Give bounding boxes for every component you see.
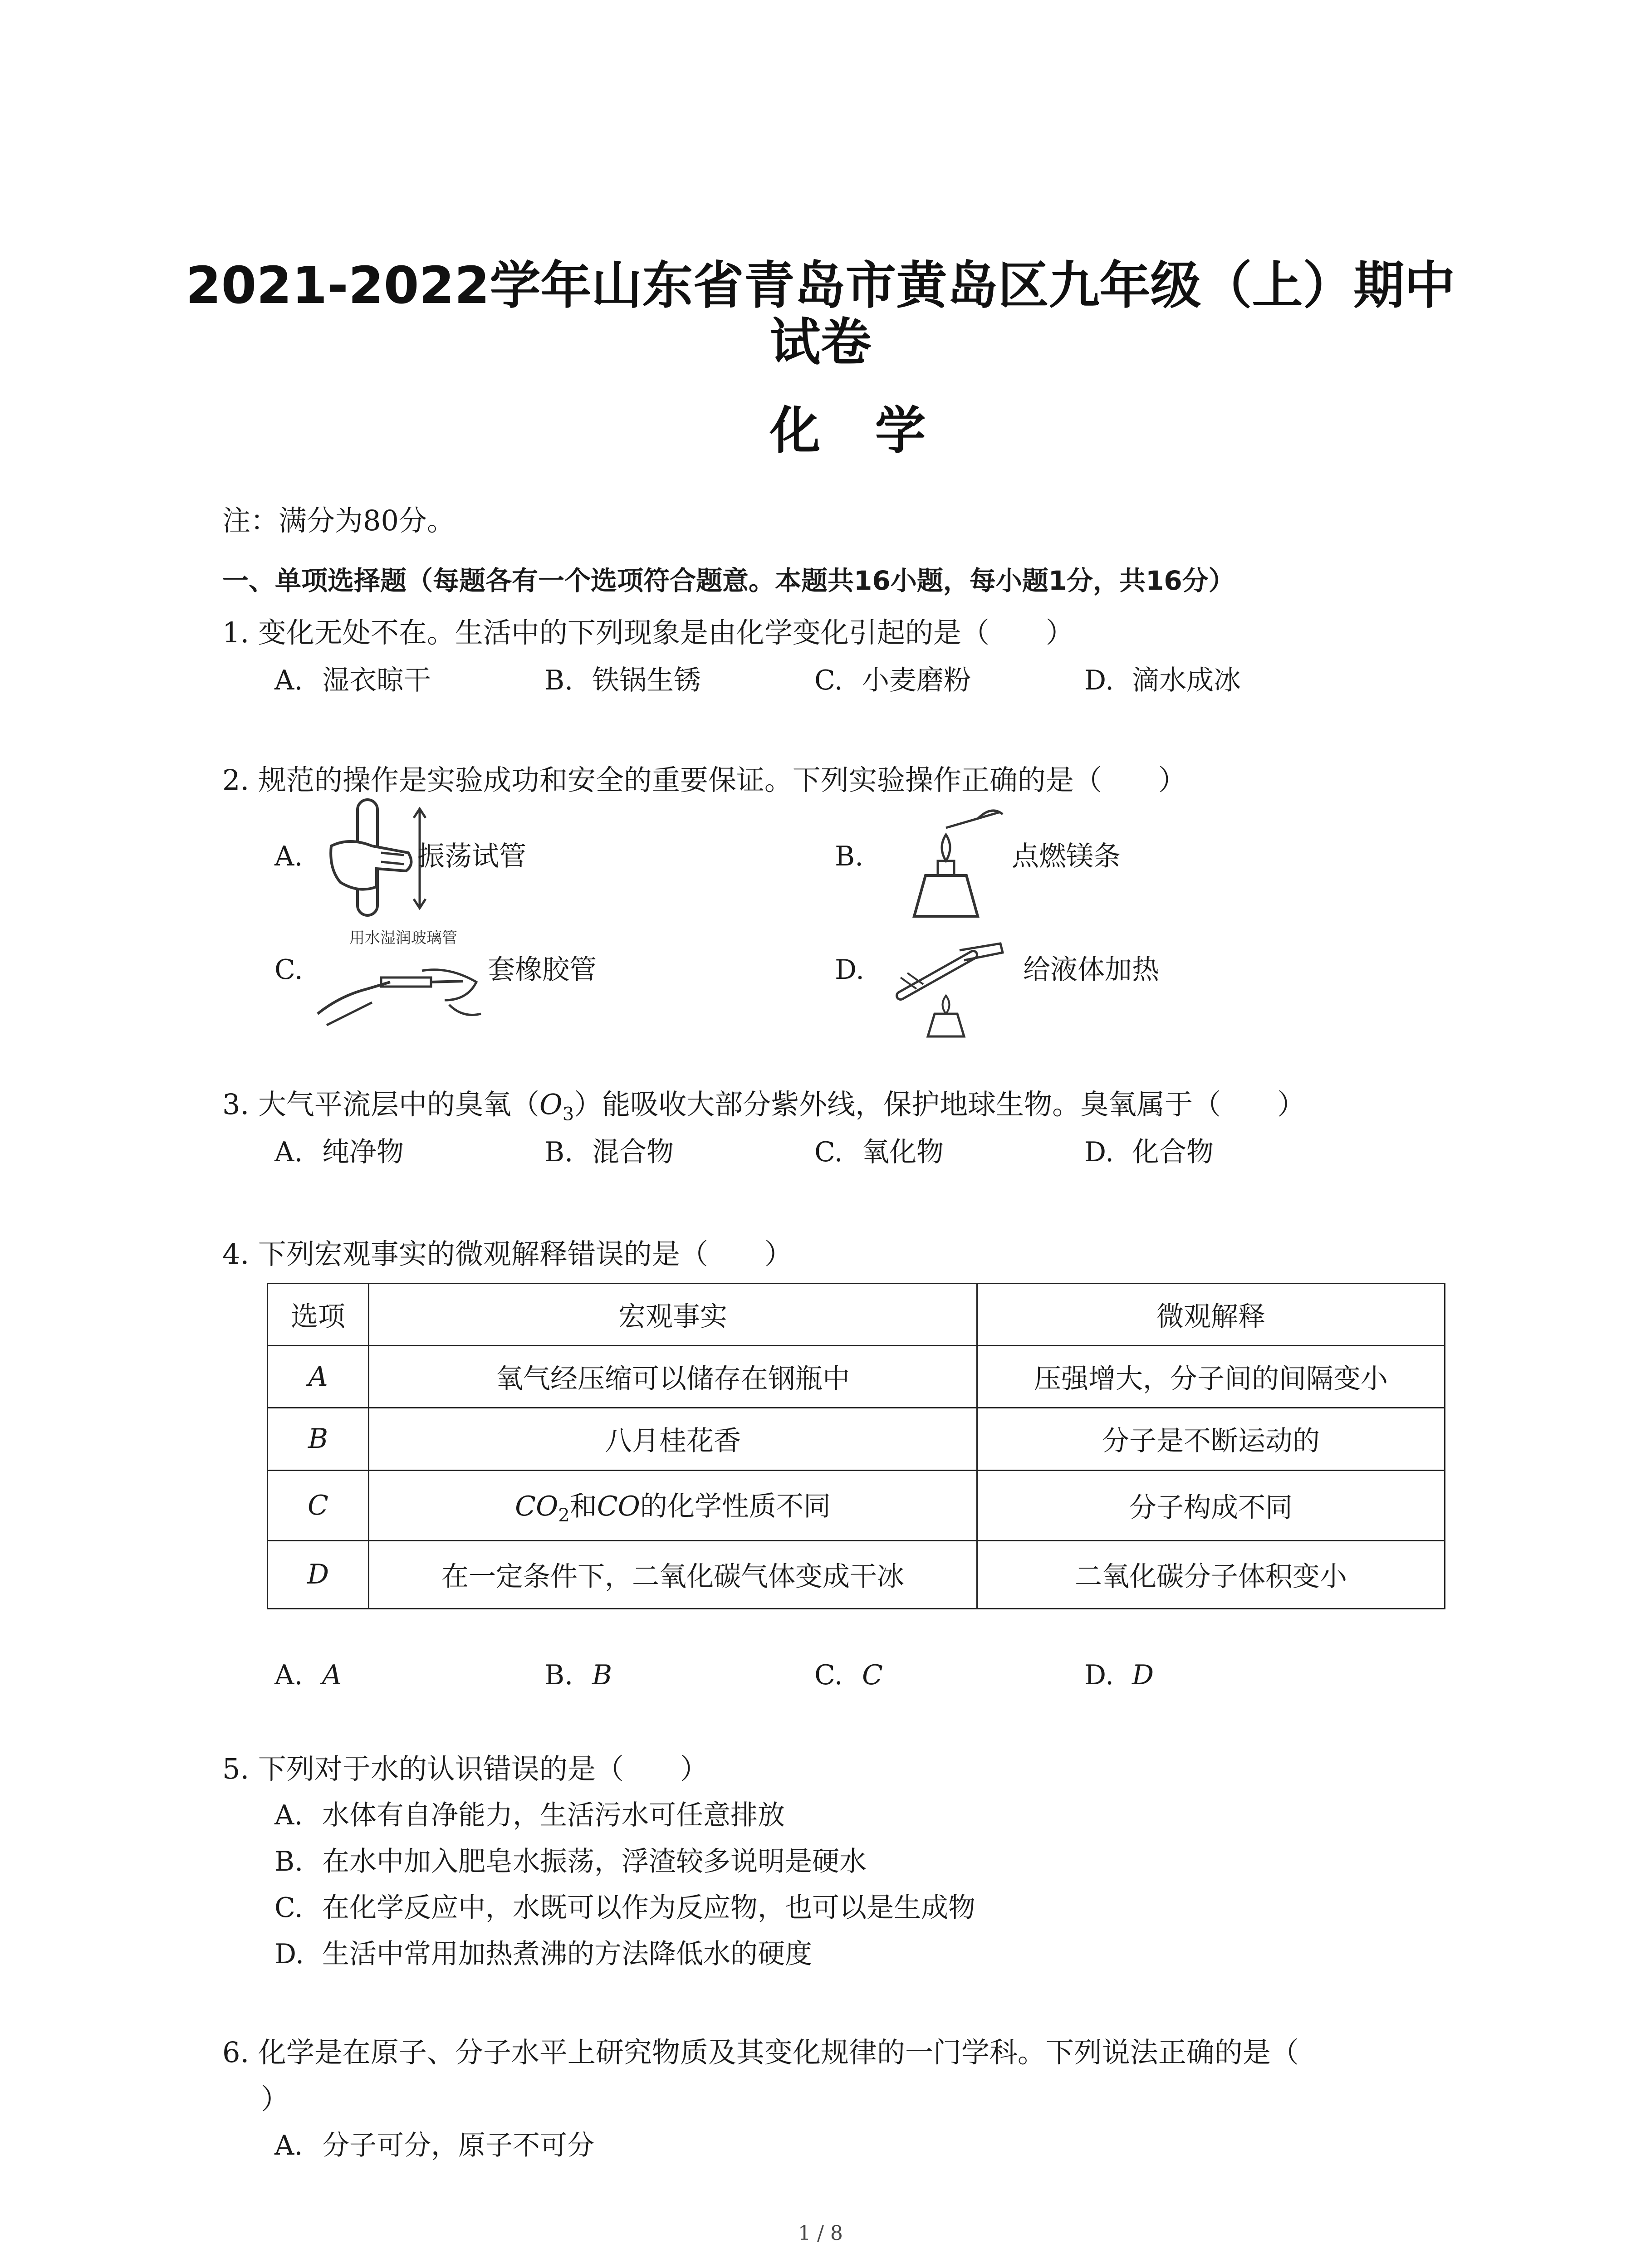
table-row <box>268 1346 1445 1408</box>
q2-option-d-letter[interactable]: D. <box>835 954 865 986</box>
q4-option-a[interactable]: A. A <box>274 1659 342 1691</box>
table-cell: 在一定条件下，二氧化碳气体变成干冰 <box>369 1540 977 1608</box>
table-cell: 分子是不断运动的 <box>977 1408 1445 1470</box>
q6-stem-line1: 6. 化学是在原子、分子水平上研究物质及其变化规律的一门学科。下列说法正确的是（ <box>222 2036 1299 2069</box>
table-row <box>268 1408 1445 1470</box>
q5-option-d[interactable]: D. 生活中常用加热煮沸的方法降低水的硬度 <box>274 1938 812 1970</box>
q4-stem: 4. 下列宏观事实的微观解释错误的是（ ） <box>222 1237 793 1271</box>
q2-c-figure-caption: 用水湿润玻璃管 <box>349 929 457 947</box>
q2-option-a-label[interactable]: 振荡试管 <box>417 841 526 872</box>
q5-option-c[interactable]: C. 在化学反应中，水既可以作为反应物，也可以是生成物 <box>274 1892 975 1924</box>
q2-option-a-letter[interactable]: A. <box>274 841 303 872</box>
q1-option-a[interactable]: A. 湿衣晾干 <box>274 665 431 696</box>
q2-option-b-letter[interactable]: B. <box>835 841 864 872</box>
connect-rubber-tube-figure <box>313 946 485 1027</box>
q1-stem: 1. 变化无处不在。生活中的下列现象是由化学变化引起的是（ ） <box>222 616 1074 649</box>
score-note: 注：满分为80分。 <box>222 504 455 537</box>
burn-magnesium-figure <box>887 803 1005 921</box>
q4-table <box>267 1283 1445 1609</box>
q3-option-a[interactable]: A. 纯净物 <box>274 1136 404 1168</box>
q3-option-d[interactable]: D. 化合物 <box>1084 1136 1214 1168</box>
heat-liquid-figure <box>892 932 1005 1039</box>
subject-title: 化学 <box>769 401 980 460</box>
q5-stem: 5. 下列对于水的认识错误的是（ ） <box>222 1752 708 1785</box>
q4-option-b[interactable]: B. B <box>544 1659 612 1691</box>
q3-option-c[interactable]: C. 氧化物 <box>814 1136 944 1168</box>
exam-title-line2: 试卷 <box>769 313 872 372</box>
table-cell: 氧气经压缩可以储存在钢瓶中 <box>369 1346 977 1408</box>
table-cell: 分子构成不同 <box>977 1470 1445 1540</box>
q1-option-b[interactable]: B. 铁锅生锈 <box>544 665 701 696</box>
table-cell: D <box>268 1540 369 1608</box>
table-header-row <box>268 1284 1445 1346</box>
table-cell: 二氧化碳分子体积变小 <box>977 1540 1445 1608</box>
table-header-cell: 宏观事实 <box>369 1284 977 1346</box>
q2-stem: 2. 规范的操作是实验成功和安全的重要保证。下列实验操作正确的是（ ） <box>222 763 1186 797</box>
shake-test-tube-figure <box>318 796 426 921</box>
exam-title-line1: 2021-2022学年山东省青岛市黄岛区九年级（上）期中 <box>186 256 1455 315</box>
table-cell: A <box>268 1346 369 1408</box>
q2-option-c-label[interactable]: 套橡胶管 <box>488 954 597 986</box>
table-cell: 八月桂花香 <box>369 1408 977 1470</box>
q6-stem-line2: ） <box>261 2082 289 2116</box>
table-row <box>268 1470 1445 1540</box>
q4-option-d[interactable]: D. D <box>1084 1659 1154 1691</box>
table-cell: B <box>268 1408 369 1470</box>
table-row <box>268 1540 1445 1608</box>
table-header-cell: 微观解释 <box>977 1284 1445 1346</box>
table-cell: $CO_2$和CO的化学性质不同 <box>369 1470 977 1540</box>
q6-option-a[interactable]: A. 分子可分，原子不可分 <box>274 2130 594 2161</box>
q2-option-c-letter[interactable]: C. <box>274 954 303 986</box>
section-heading: 一、单项选择题（每题各有一个选项符合题意。本题共16小题，每小题1分，共16分） <box>222 565 1235 596</box>
q1-option-c[interactable]: C. 小麦磨粉 <box>814 665 971 696</box>
ozone-formula: O <box>539 1088 563 1121</box>
q1-option-d[interactable]: D. 滴水成冰 <box>1084 665 1241 696</box>
q5-option-b[interactable]: B. 在水中加入肥皂水振荡，浮渣较多说明是硬水 <box>274 1846 867 1877</box>
q3-stem: 3. 大气平流层中的臭氧$(O_3)$能吸收大部分紫外线，保护地球生物。臭氧属于（ ） <box>222 1088 1306 1125</box>
table-header-cell: 选项 <box>268 1284 369 1346</box>
page-number: 1 / 8 <box>798 2222 843 2245</box>
q3-option-b[interactable]: B. 混合物 <box>544 1136 674 1168</box>
q5-option-a[interactable]: A. 水体有自净能力，生活污水可任意排放 <box>274 1799 785 1831</box>
table-cell: 压强增大，分子间的间隔变小 <box>977 1346 1445 1408</box>
q4-option-c[interactable]: C. C <box>814 1659 883 1691</box>
q2-option-b-label[interactable]: 点燃镁条 <box>1012 841 1121 872</box>
table-cell: C <box>268 1470 369 1540</box>
q2-option-d-label[interactable]: 给液体加热 <box>1023 954 1159 986</box>
